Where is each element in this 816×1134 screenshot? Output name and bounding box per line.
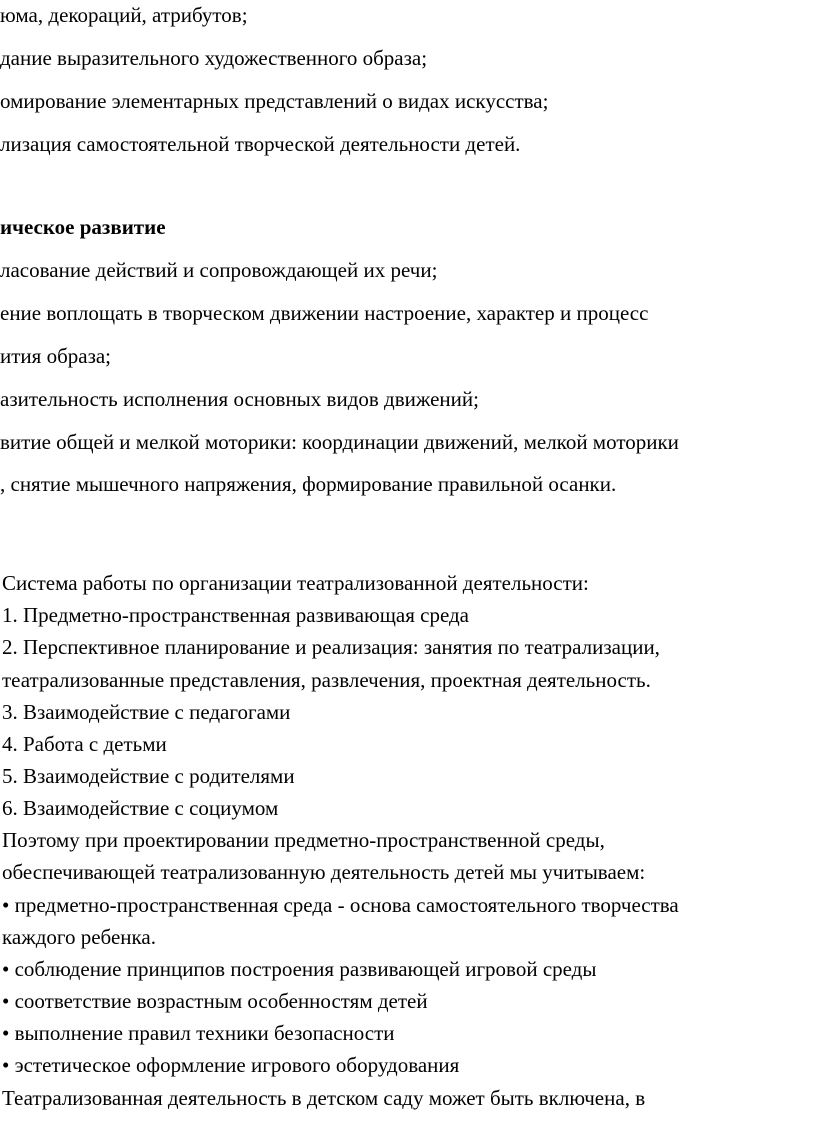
section-heading: ическое развитие: [0, 215, 166, 239]
text-line: дание выразительного художественного образа;: [0, 46, 428, 70]
list-item: 1. Предметно-пространственная развивающая среда: [2, 603, 469, 627]
list-item: 3. Взаимодействие с педагогами: [2, 700, 291, 724]
bullet-item: • соответствие возрастным особенностям детей: [2, 989, 428, 1013]
text-line: театрализованные представления, развлечения, проектная деятельность.: [2, 668, 651, 692]
bullet-item: • предметно-пространственная среда - основа самостоятельного творчества: [2, 893, 679, 917]
bullet-item: • соблюдение принципов построения развивающей игровой среды: [2, 957, 597, 981]
text-line: , снятие мышечного напряжения, формирование правильной осанки.: [0, 472, 617, 496]
text-line: обеспечивающей театрализованную деятельность детей мы учитываем:: [2, 860, 646, 884]
list-item: 6. Взаимодействие с социумом: [2, 796, 279, 820]
list-item: 2. Перспективное планирование и реализация: занятия по театрализации,: [2, 635, 660, 659]
text-line: витие общей и мелкой моторики: координации движений, мелкой моторики: [0, 430, 679, 454]
list-item: 4. Работа с детьми: [2, 732, 167, 756]
text-line: лизация самостоятельной творческой деятельности детей.: [0, 132, 521, 156]
text-line: каждого ребенка.: [2, 925, 156, 949]
list-item: 5. Взаимодействие с родителями: [2, 764, 295, 788]
bullet-item: • эстетическое оформление игрового оборудования: [2, 1053, 460, 1077]
text-line: Театрализованная деятельность в детском саду может быть включена, в: [2, 1086, 646, 1110]
text-line: ение воплощать в творческом движении настроение, характер и процесс: [0, 301, 649, 325]
text-line: Поэтому при проектировании предметно-пространственной среды,: [2, 828, 605, 852]
text-line: азительность исполнения основных видов движений;: [0, 387, 479, 411]
text-line: омирование элементарных представлений о видах искусства;: [0, 89, 549, 113]
text-line: ития образа;: [0, 344, 112, 368]
text-line: ласование действий и сопровождающей их речи;: [0, 258, 438, 282]
text-line: Система работы по организации театрализованной деятельности:: [2, 571, 589, 595]
text-line: юма, декораций, атрибутов;: [0, 3, 248, 27]
bullet-item: • выполнение правил техники безопасности: [2, 1021, 395, 1045]
